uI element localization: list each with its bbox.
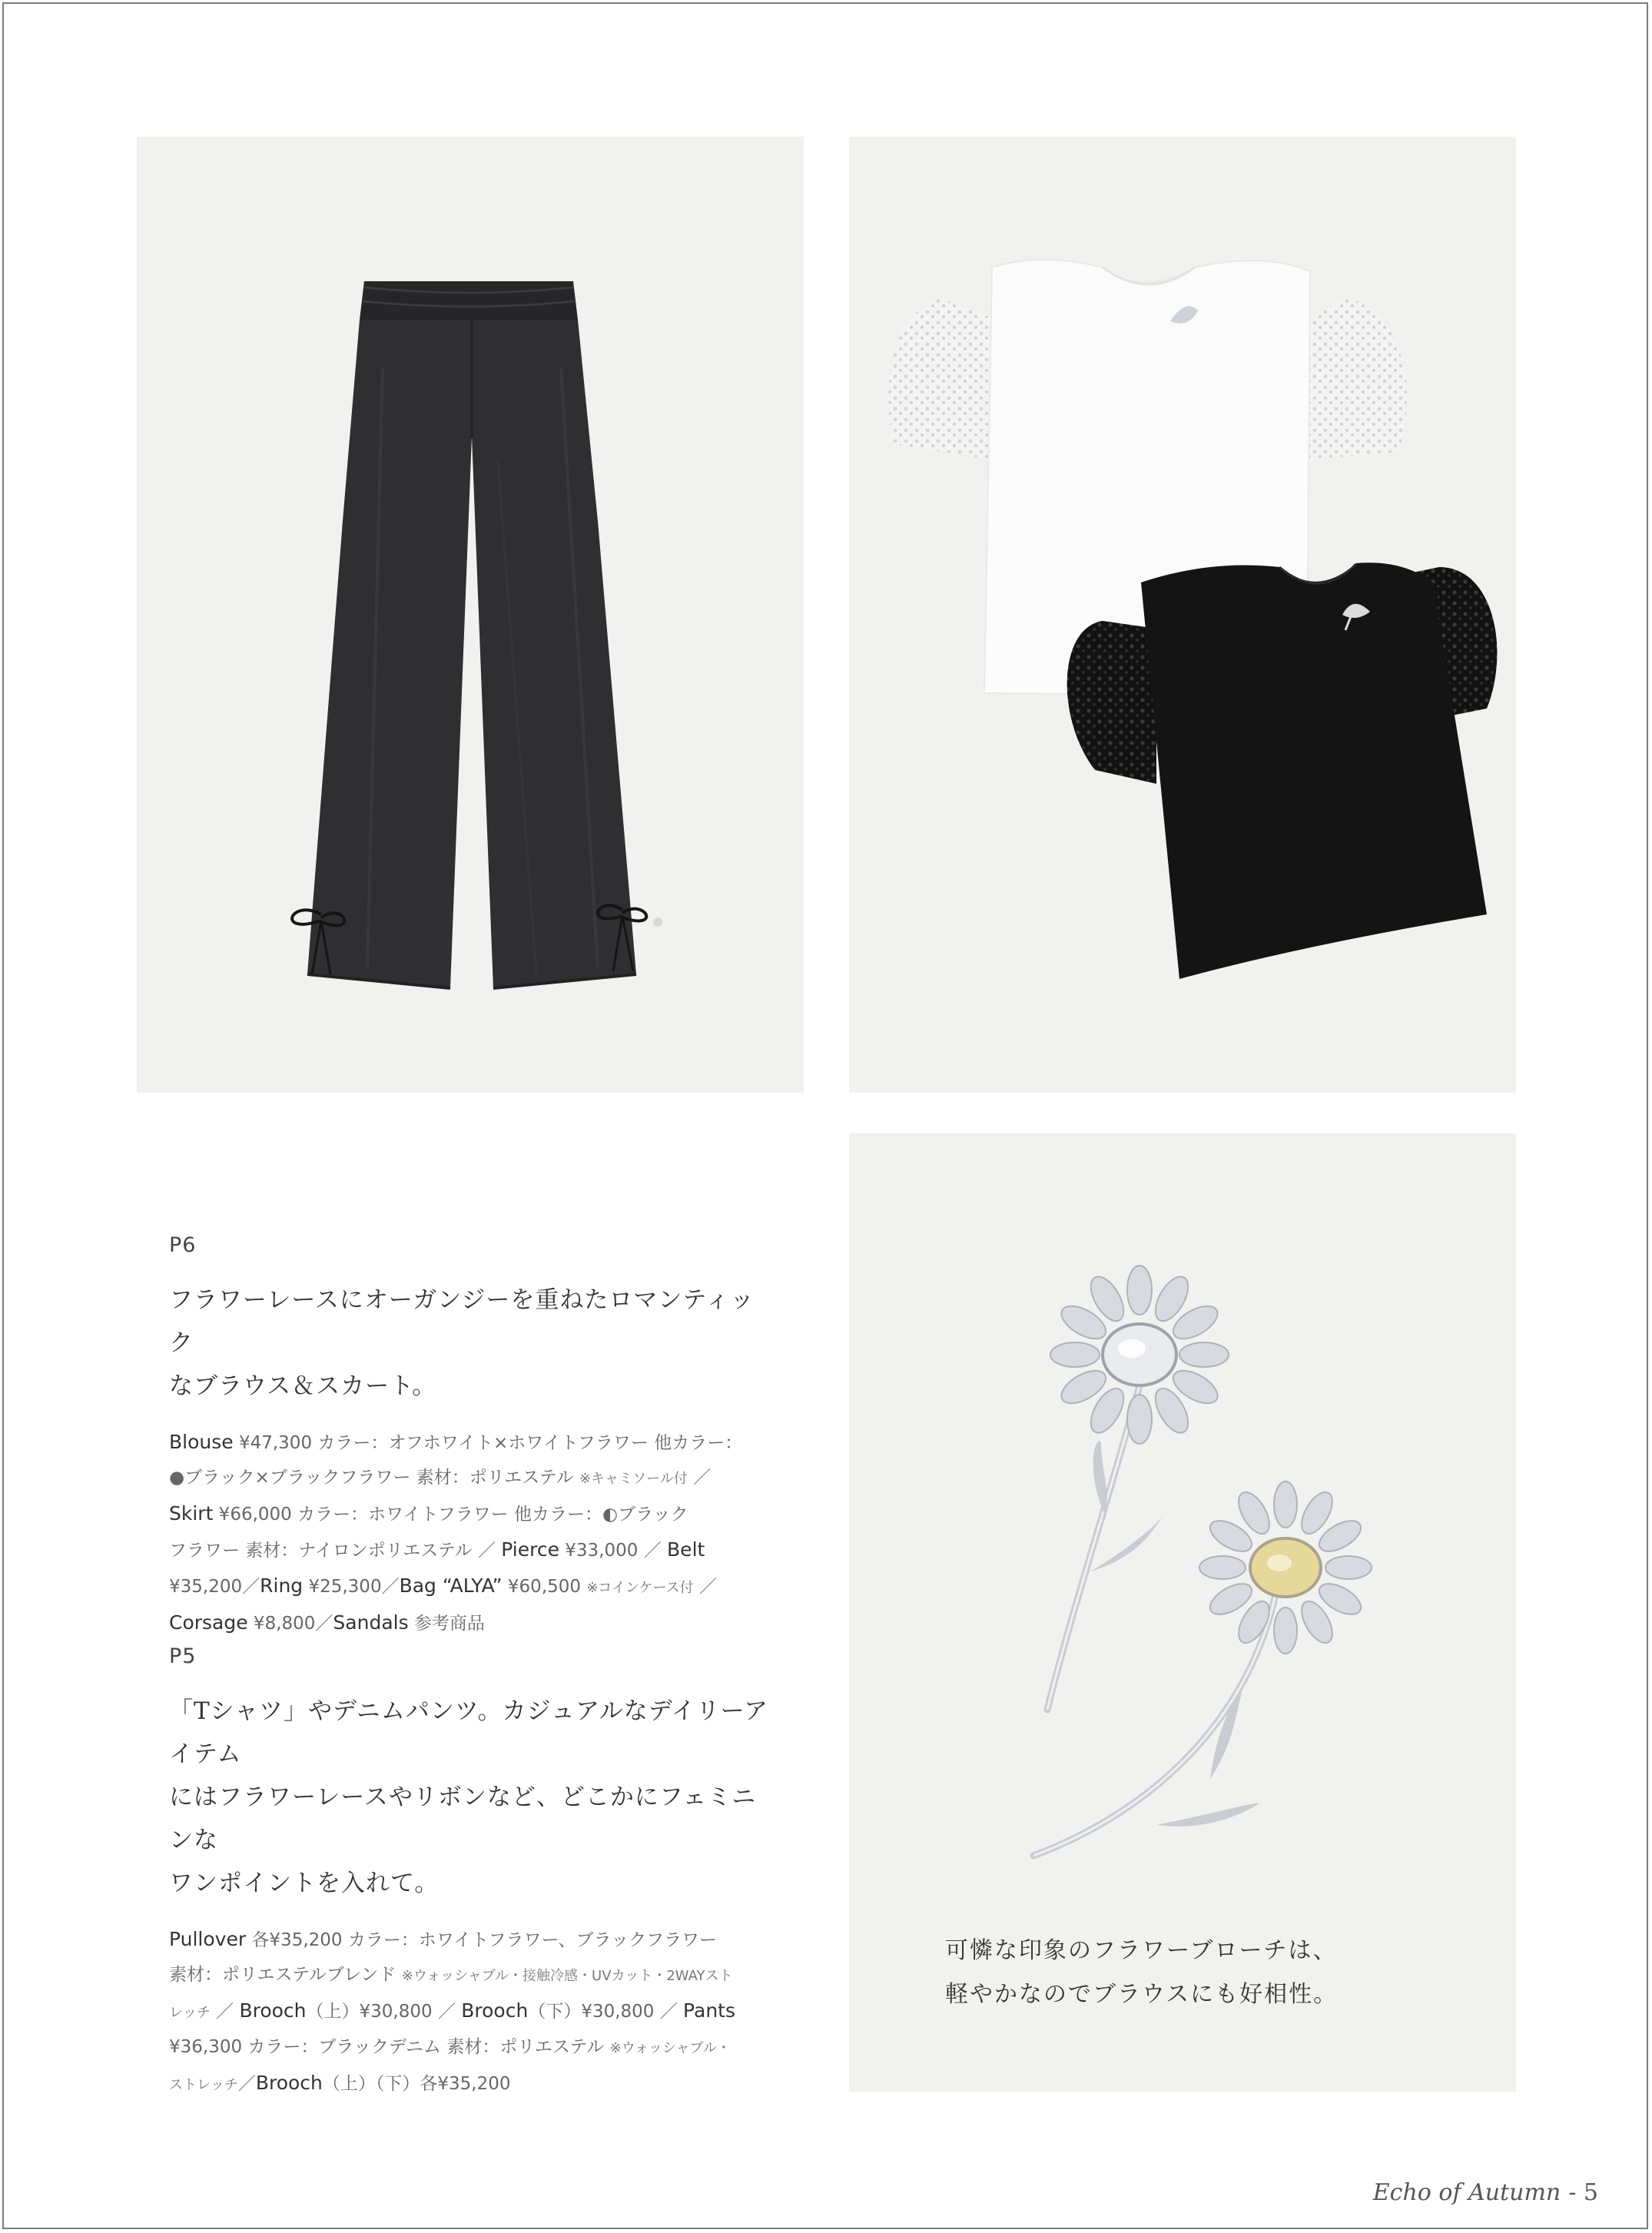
pants-illustration [137, 137, 804, 1093]
p5-headline-line: にはフラワーレースやリボンなど、どこかにフェミニンな [169, 1783, 757, 1854]
item-note: ※ウォッシャブル・接触冷感・UVカット・2WAYスト [401, 1968, 733, 1984]
item-text: ¥35,200／ [169, 1577, 260, 1597]
brooch-caption-line: 可憐な印象のフラワーブローチは、 [945, 1937, 1338, 1964]
series-title: Echo of Autumn [1372, 2179, 1561, 2206]
separator: ／ [210, 2002, 240, 2022]
item-name: Pierce [501, 1538, 559, 1561]
p5-headline [169, 1690, 776, 1905]
item-text: ¥25,300／ [303, 1577, 400, 1597]
pants-photo [137, 137, 804, 1093]
p5-text-block [169, 1644, 776, 2102]
item-note: ※コインケース付 [586, 1580, 694, 1596]
p5-headline-line: ワンポイントを入れて。 [169, 1870, 440, 1897]
item-text: （上）（下）各¥35,200 [322, 2074, 511, 2094]
item-text: ¥36,300 カラー：ブラックデニム 素材：ポリエステル [169, 2037, 610, 2057]
separator: ／ [693, 1577, 717, 1597]
item-text: 素材：ポリエステルブレンド [169, 1965, 402, 1985]
item-name: Corsage [169, 1611, 248, 1634]
item-note: ストレッチ [169, 2077, 238, 2093]
item-text: 参考商品 [408, 1614, 485, 1634]
item-text: ¥33,000 ／ [559, 1541, 668, 1561]
p6-headline-line: なブラウス＆スカート。 [169, 1372, 437, 1400]
tops-photo [849, 137, 1516, 1093]
item-name: Ring [260, 1574, 304, 1597]
item-name: Bag “ALYA” [399, 1574, 503, 1597]
brooch-caption-line: 軽やかなのでブラウスにも好相性。 [945, 1981, 1339, 2008]
p5-headline-line: 「Tシャツ」やデニムパンツ。カジュアルなデイリーアイテム [169, 1697, 769, 1768]
p5-page-label: P5 [169, 1644, 197, 1668]
item-name: Pants [683, 1999, 735, 2022]
item-text: ¥47,300 カラー：オフホワイト×ホワイトフラワー 他カラー： [233, 1433, 743, 1453]
p6-page-label: P6 [169, 1233, 197, 1257]
item-name: Brooch [255, 2072, 323, 2094]
item-note: レッチ [169, 2005, 211, 2021]
p6-item-details [169, 1425, 776, 1641]
item-name: Sandals [333, 1611, 409, 1634]
page-number: - 5 [1568, 2179, 1598, 2206]
p5-item-details [169, 1922, 776, 2102]
item-note: ※ウォッシャブル・ [609, 2040, 731, 2056]
lower-flower-icon [1199, 1481, 1372, 1654]
item-text: フラワー 素材：ナイロンポリエステル ／ [169, 1541, 502, 1561]
item-text: （下）¥30,800 ／ [528, 2002, 684, 2022]
item-name: Pullover [169, 1928, 247, 1950]
item-name: Skirt [169, 1502, 214, 1525]
tops-illustration [849, 137, 1516, 1093]
upper-flower-icon [1050, 1266, 1229, 1444]
item-name: Brooch [239, 1999, 307, 2022]
separator: ／ [237, 2074, 256, 2094]
item-text: （上）¥30,800 ／ [306, 2002, 462, 2022]
item-name: Brooch [461, 1999, 529, 2022]
p6-headline [169, 1279, 776, 1408]
item-text: ¥60,500 [502, 1577, 587, 1597]
item-name: Blouse [169, 1431, 234, 1453]
p6-headline-line: フラワーレースにオーガンジーを重ねたロマンティック [169, 1286, 755, 1357]
item-text: 各¥35,200 カラー：ホワイトフラワー、ブラックフラワー [246, 1930, 718, 1950]
item-note: ※キャミソール付 [579, 1471, 688, 1487]
folio [1373, 2179, 1598, 2206]
item-name: Belt [667, 1538, 705, 1561]
item-text: ¥8,800／ [247, 1614, 333, 1634]
separator: ／ [687, 1468, 712, 1488]
item-text: ¥66,000 カラー：ホワイトフラワー 他カラー：◐ブラック [213, 1505, 688, 1525]
item-text: ●ブラック×ブラックフラワー 素材：ポリエステル [169, 1468, 579, 1488]
p6-text-block [169, 1233, 776, 1641]
brooch-caption [945, 1929, 1338, 2016]
